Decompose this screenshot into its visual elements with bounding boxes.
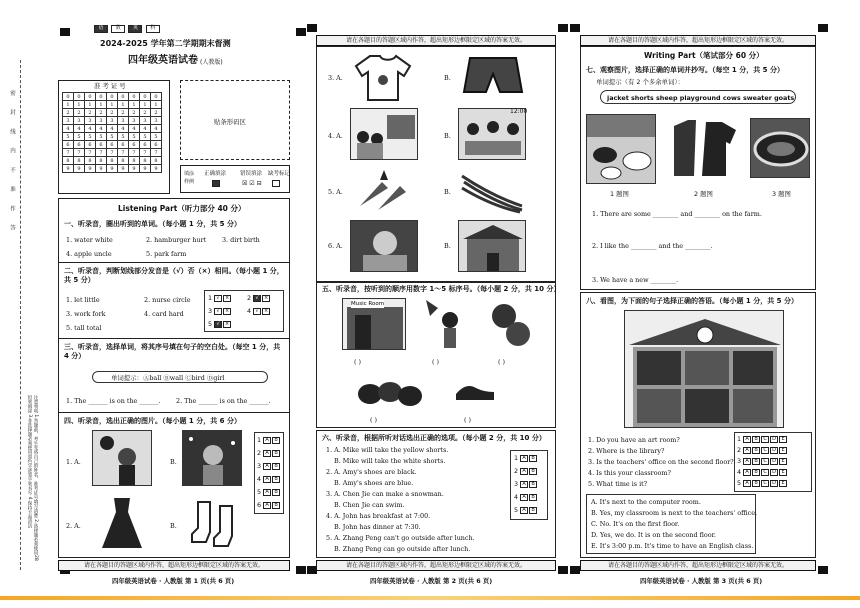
q6-answer-boxes[interactable]: 1 A B 2 A B 3 A B 4 A B 5 A B	[510, 450, 548, 520]
q4-option-label: 1. A.	[66, 458, 81, 466]
q7-sentence: 2. I like the ________ and the ________.	[592, 242, 713, 250]
paper-title: 四年级英语试卷	[128, 55, 198, 66]
q2-item: 2. nurse circle	[144, 296, 191, 304]
ticket-label: 准 考 证 号	[94, 82, 126, 90]
subject-tag: 语	[94, 25, 108, 33]
sick-boy-image[interactable]	[350, 220, 418, 272]
page-number: 四年级英语试卷 · 人教版 第 3 页(共 6 页)	[640, 577, 763, 585]
alignment-mark	[570, 566, 580, 574]
q1-title: 一、听录音，圈出听到的单词。（每小题 1 分，共 5 分）	[64, 220, 241, 228]
q2-answer-boxes[interactable]: 1 √ × 2 √ × 3 √ × 4 √ × 5 √ ×	[204, 290, 284, 332]
q6-option: B. Mike will take the white shorts.	[334, 457, 446, 465]
sweater-jacket-image[interactable]	[664, 116, 744, 182]
ticket-grid[interactable]: 0 0 0 0 0 0 0 0 0 1 1 1 1 1 1 1 1 1 2 2 2 2 2 2 2 2 2 3 3 3 3 3 3 3 3 3 4 4 4 4 4 4 4 4 4 5 5 5 5 5 5 5 5 5 6 6 6 6 6 6 6 6 6 7 7 7 7 7 7 7 7 7 8 8 8 8 8 8 8 8 8 9 9 9 9 9 9 9 9 9	[62, 92, 162, 173]
green-beans-image[interactable]	[458, 166, 526, 216]
boy-with-kite-image[interactable]	[420, 296, 470, 352]
q4-option-label: 5. A.	[328, 188, 343, 196]
q2-item: 4. card hard	[144, 310, 184, 318]
alignment-mark	[60, 28, 70, 36]
q4-option-label: 3. A.	[328, 74, 343, 82]
tomatoes-image[interactable]	[488, 298, 534, 350]
correct-fill-sample	[212, 180, 220, 187]
q8-title: 八、看图，为下面的句子选择正确的答语。（每小题 1 分，共 5 分）	[586, 297, 798, 305]
q6-option: 5. A. Zhang Peng can't go outside after lunch.	[326, 534, 475, 542]
edition-label: (人教版)	[200, 59, 223, 66]
girl-in-cold-image[interactable]	[182, 430, 242, 486]
alignment-mark	[558, 566, 568, 574]
q5-blank[interactable]: ( )	[370, 416, 378, 424]
q5-title: 五、听录音，按听到的顺序用数字 1～5 标序号。（每小题 2 分，共 10 分）	[322, 285, 561, 293]
q6-title: 六、听录音，根据所听对话选出正确的选项。（每小题 2 分，共 10 分）	[322, 434, 546, 442]
q8-answer: D. Yes, we do. It is on the second floor.	[591, 531, 716, 539]
q4-option-label: B.	[170, 522, 177, 530]
q7-caption: 3 题图	[772, 190, 791, 198]
clock-text: 12:00	[510, 108, 528, 115]
q5-blank[interactable]: ( )	[464, 416, 472, 424]
footer-notice: 请在各题目的答题区域内作答，超出矩形边框限定区域的答案无效。	[580, 560, 816, 571]
school-building-image[interactable]	[458, 220, 526, 272]
q7-hint-label: 单词提示（有 2 个多余单词）：	[596, 78, 685, 86]
school-floor-plan-image[interactable]	[624, 310, 784, 428]
q4-answer-boxes[interactable]: 1 A B 2 A B 3 A B 4 A B 5 A B 6 A B	[254, 432, 284, 514]
bottom-color-strip	[0, 596, 860, 600]
q3-word-hint: 单词提示：Ⓐball Ⓑwall Ⓒbird Ⓓgirl	[111, 374, 225, 382]
q7-title: 七、观察图片，选择正确的单词并抄写。（每空 1 分，共 5 分）	[586, 66, 784, 74]
q4-option-label: B.	[444, 132, 451, 140]
writing-part-title: Writing Part（笔试部分 60 分）	[644, 51, 764, 60]
seal-line-text: 密 封 线 内 不 准 作 答	[9, 90, 15, 237]
girl-in-sun-image[interactable]	[92, 430, 152, 486]
alignment-mark	[818, 24, 828, 32]
q6-option: B. Amy's shoes are blue.	[334, 479, 414, 487]
music-room-image[interactable]	[342, 298, 406, 350]
shorts-image[interactable]	[460, 54, 526, 98]
alignment-mark	[558, 24, 568, 32]
q8-answer: C. No. It's on the first floor.	[591, 520, 680, 528]
notes-text: 注意事项 1.答题前，考生先将自己的姓名、准考证号填写清楚 2.选择题必须使用2B铅笔填涂 3.非选择题必须使用黑色字迹签字笔书写 4.保持卡面清洁	[27, 395, 38, 561]
absent-label: 缺考标记	[268, 171, 291, 177]
absent-checkbox[interactable]	[272, 180, 280, 187]
q5-blank[interactable]: ( )	[354, 358, 362, 366]
alignment-mark	[296, 28, 306, 36]
tshirt-image[interactable]	[350, 52, 416, 102]
wrong-fill-sample: ☒ ☑ ⊟	[242, 180, 262, 187]
q6-option: B. John has dinner at 7:30.	[334, 523, 421, 531]
q8-question: 3. Is the teachers' office on the second floor?	[588, 458, 734, 466]
divider	[58, 262, 290, 263]
q6-option: 4. A. John has breakfast at 7:00.	[326, 512, 431, 520]
q6-option: 3. A. Chen Jie can make a snowman.	[326, 490, 444, 498]
q4-option-label: B.	[444, 188, 451, 196]
footer-notice: 请在各题目的答题区域内作答，超出矩形边框限定区域的答案无效。	[58, 560, 290, 571]
q4-option-label: B.	[170, 458, 177, 466]
q1-item: 5. park farm	[146, 250, 187, 258]
exam-title: 2024-2025 学年第二学期期末督测	[100, 39, 231, 48]
q3-sentence: 2. The ______ is on the ______.	[176, 397, 271, 405]
listening-part-title: Listening Part（听力部分 40 分）	[118, 204, 246, 213]
q6-option: B. Zhang Peng can go outside after lunch.	[334, 545, 471, 553]
barcode-label: 贴条形码区	[214, 118, 246, 126]
q7-words: jacket shorts sheep playground cows sweater goats	[607, 94, 795, 102]
q1-item: 4. apple uncle	[66, 250, 112, 258]
footer-notice: 请在各题目的答题区域内作答，超出矩形边框限定区域的答案无效。	[316, 560, 556, 571]
socks-image[interactable]	[190, 498, 246, 550]
carrots-image[interactable]	[350, 166, 418, 216]
shoes-image[interactable]	[452, 374, 500, 410]
q1-item: 2. hamburger hurt	[146, 236, 207, 244]
q8-answer: E. It's 3:00 p.m. It's time to have an English class.	[591, 542, 754, 550]
q7-word-box	[600, 90, 796, 104]
wrong-fill-label: 错误填涂	[240, 171, 263, 177]
q8-question: 5. What time is it?	[588, 480, 648, 488]
seal-line	[20, 60, 21, 570]
q7-sentence: 3. We have a new ________.	[592, 276, 679, 284]
children-school-image[interactable]	[350, 108, 418, 160]
alignment-mark	[570, 24, 580, 32]
page-number: 四年级英语试卷 · 人教版 第 2 页(共 6 页)	[370, 577, 493, 585]
q3-sentence: 1. The ______ is on the ______.	[66, 397, 161, 405]
q1-item: 1. water white	[66, 236, 113, 244]
q6-option: B. Chen Jie can swim.	[334, 501, 405, 509]
q3-word-hint-box	[92, 371, 268, 383]
playground-image[interactable]	[750, 118, 810, 178]
q6-option: 2. A. Amy's shoes are black.	[326, 468, 417, 476]
q4-title: 四、听录音，选出正确的图片。（每小题 1 分，共 6 分）	[64, 417, 241, 425]
divider	[58, 338, 290, 339]
correct-fill-label: 正确填涂	[204, 171, 227, 177]
subject-tag: 科	[146, 25, 160, 33]
q6-option: 1. A. Mike will take the yellow shorts.	[326, 446, 449, 454]
alignment-mark	[296, 566, 306, 574]
q7-sentence: 1. There are some ________ and ________ on the farm.	[592, 210, 762, 218]
q1-item: 3. dirt birth	[222, 236, 260, 244]
subject-tag: 数	[111, 25, 125, 33]
q2-title: 二、听录音，判断划线部分发音是（√）否（×）相同。（每小题 1 分，共 5 分）	[64, 267, 284, 284]
q8-question: 1. Do you have an art room?	[588, 436, 680, 444]
q8-question: 2. Where is the library?	[588, 447, 665, 455]
q8-answer-options-box	[586, 494, 756, 554]
q2-item: 3. work fork	[66, 310, 106, 318]
q4-option-label: 6. A.	[328, 242, 343, 250]
q5-blank[interactable]: ( )	[498, 358, 506, 366]
page-number: 四年级英语试卷 · 人教版 第 1 页(共 6 页)	[112, 577, 235, 585]
dress-image[interactable]	[92, 494, 152, 552]
q8-answer: A. It's next to the computer room.	[591, 498, 701, 506]
hens-image[interactable]	[354, 372, 424, 412]
q8-answer: B. Yes, my classroom is next to the teachers' office.	[591, 509, 758, 517]
top-notice: 请在各题目的答题区域内作答，超出矩形边框限定区域的答案无效。	[316, 35, 556, 46]
q8-answer-boxes[interactable]: 1 A B C D E 2 A B C D E 3 A B C D E 4 A B C D E 5 A B C D E	[734, 432, 812, 492]
q4-option-label: 2. A.	[66, 522, 81, 530]
alignment-mark	[818, 566, 828, 574]
q3-title: 三、听录音，选择单词，将其序号填在句子的空白处。（每空 1 分，共 4 分）	[64, 343, 281, 360]
q2-item: 5. tall total	[66, 324, 102, 332]
q7-caption: 2 题图	[694, 190, 713, 198]
q8-question: 4. Is this your classroom?	[588, 469, 671, 477]
q7-caption: 1 题图	[610, 190, 629, 198]
q2-item: 1. let little	[66, 296, 100, 304]
divider	[58, 412, 290, 413]
q4-option-label: B.	[444, 242, 451, 250]
q4-option-label: B.	[444, 74, 451, 82]
q4-option-label: 4. A.	[328, 132, 343, 140]
fill-example-label: 填涂样例	[184, 171, 195, 185]
subject-tags	[94, 25, 174, 35]
top-notice: 请在各题目的答题区域内作答，超出矩形边框限定区域的答案无效。	[580, 35, 816, 46]
q5-blank[interactable]: ( )	[432, 358, 440, 366]
alignment-mark	[307, 24, 317, 32]
music-room-label: Music Room	[351, 301, 385, 307]
subject-tag: 英	[128, 25, 142, 33]
farm-animals-image[interactable]	[586, 114, 656, 184]
